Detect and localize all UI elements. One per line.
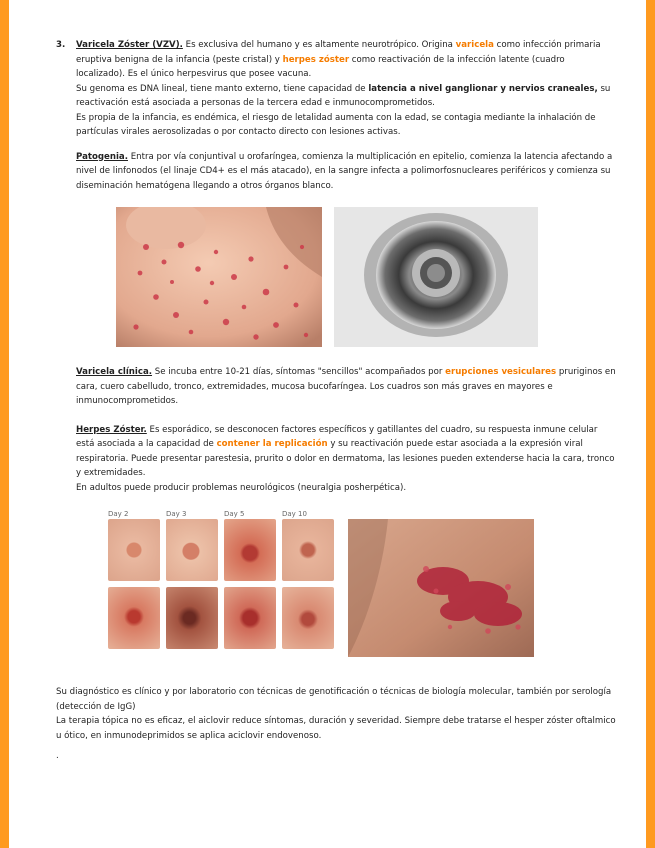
zoster-lesion-day5-b: [224, 587, 276, 649]
epidemiology-paragraph: Es propia de la infancia, es endémica, el riesgo de letalidad aumenta con la edad, se contagia mediante la inhalación de partículas virales aerosolizadas o por contacto directo con lesiones activas.: [76, 112, 596, 137]
zoster-lesion-day5-a: [224, 519, 276, 581]
document-body: [56, 38, 616, 764]
genome-text: Su genoma es DNA lineal, tiene manto externo, tiene capacidad de: [76, 83, 369, 94]
day-label-10: Day 10: [282, 510, 307, 518]
keyword-latencia: latencia a nivel ganglionar y nervios craneales,: [368, 83, 598, 94]
varicela-child-photo: [116, 207, 322, 347]
intro-text-2: como infección primaria eruptiva benigna de la infancia (peste cristal) y: [76, 40, 601, 65]
zoster-lesion-day3-a: [166, 519, 218, 581]
patogenia-paragraph: [56, 150, 616, 194]
herpes-zoster-back-photo: [348, 519, 534, 657]
section-intro: [56, 38, 616, 82]
right-accent-bar: [646, 0, 655, 848]
intro-text: Es exclusiva del humano y es altamente neurotrópico. Origina: [182, 40, 456, 50]
keyword-erupciones: erupciones vesiculares: [445, 367, 557, 377]
day-label-5: Day 5: [224, 510, 245, 518]
therapy-paragraph: La terapia tópica no es eficaz, el aiclovir reduce síntomas, duración y severidad. Siempre debe tratarse el hesper zóster oftalmico u ótico, en inmunodeprimidos se aplica aciclovir endovenoso.: [56, 716, 616, 741]
genome-text-2: su reactivación está asociada a personas de la tercera edad e inmunocomprometidos.: [76, 83, 611, 108]
zoster-lesion-day2-a: [108, 519, 160, 581]
figure-row-2: [56, 507, 616, 667]
zoster-text: Es esporádico, se desconocen factores específicos y gatillantes del cuadro, su respuesta inmune celular está asociada a la capacidad de: [76, 424, 598, 449]
section-number: 3.: [56, 40, 66, 50]
left-accent-bar: [0, 0, 9, 848]
trailing-dot: .: [56, 751, 59, 761]
keyword-varicela: varicela: [455, 40, 494, 50]
clinica-title: Varicela clínica.: [76, 367, 153, 377]
day-label-3: Day 3: [166, 510, 187, 518]
zoster-paragraph: [56, 423, 616, 481]
clinica-text-2: pruriginos en cara, cuero cabelludo, tronco, extremidades, mucosa bucofaríngea. Los cuadros son más graves en mayores e inmunocomprometidos.: [76, 367, 616, 406]
clinica-text: Se incuba entre 10-21 días, síntomas "sencillos" acompañados por: [152, 367, 446, 377]
diagnosis-paragraph: Su diagnóstico es clínico y por laboratorio con técnicas de genotificación o técnicas de biología molecular, también por serología (detección de IgG): [56, 687, 612, 712]
section-title: Varicela Zóster (VZV).: [76, 40, 183, 50]
zoster-lesion-day10-b: [282, 587, 334, 649]
zoster-lesion-day10-a: [282, 519, 334, 581]
keyword-contener: contener la replicación: [216, 439, 328, 449]
patogenia-text: Entra por vía conjuntival u orofaríngea, comienza la multiplicación en epitelio, comienza la latencia afectando a nivel de linfonodos (el linaje CD4+ es el más atacado), en la sangre infecta a polimorfosnucleares periféricos y comienza su diseminación hematógena llegando a otros órganos blanco.: [76, 151, 613, 191]
keyword-herpes-zoster: herpes zóster: [282, 54, 350, 65]
intro-text-3: como reactivación de la infección latente (cuadro localizado). Es el único herpesvirus que posee vacuna.: [76, 54, 565, 79]
day-label-2: Day 2: [108, 510, 129, 518]
genome-paragraph: [56, 82, 616, 111]
zoster-title: Herpes Zóster.: [76, 424, 147, 435]
clinica-paragraph: [56, 365, 616, 409]
zoster-lesion-day2-b: [108, 587, 160, 649]
figure-row-1: [56, 207, 616, 357]
patogenia-title: Patogenia.: [76, 151, 128, 162]
adults-note: En adultos puede producir problemas neurológicos (neuralgia posherpética).: [76, 482, 407, 493]
virus-micrograph: [334, 207, 538, 347]
zoster-text-2: y su reactivación puede estar asociada a la expresión viral respiratoria. Puede presentar parestesia, prurito o dolor en dermatoma, las lesiones pueden extenderse hacia la cara, tronco y extremidades.: [76, 439, 615, 478]
zoster-lesion-day3-b: [166, 587, 218, 649]
